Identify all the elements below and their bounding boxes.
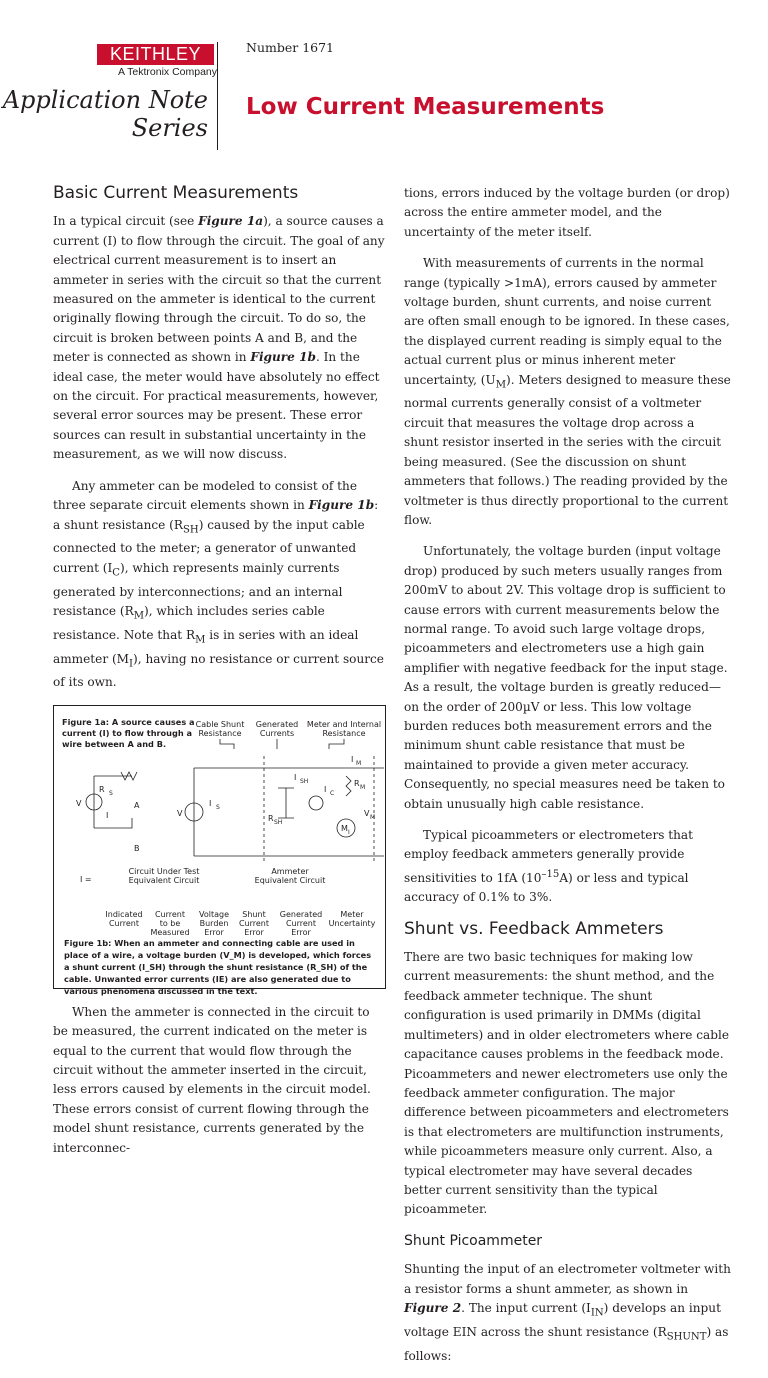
term-shunt-3: Error <box>244 927 264 937</box>
figure-1 <box>53 705 386 996</box>
label-generated-2: Currents <box>259 728 295 738</box>
caption-a-line-3: wire between A and B. <box>62 738 167 749</box>
label-rm: R <box>354 778 360 788</box>
label-circuit-under-test-2: Equivalent Circuit <box>128 875 200 885</box>
term-measured-1: Current <box>154 909 186 919</box>
label-ic: I <box>324 784 327 794</box>
label-rs-sub: S <box>109 789 113 797</box>
label-is-sub: S <box>216 803 220 811</box>
label-meter-internal-2: Resistance <box>322 728 366 738</box>
right-column <box>404 184 731 1378</box>
circuit-a-wire <box>94 776 132 828</box>
header-divider <box>217 42 218 150</box>
label-ish-sub: SH <box>300 777 309 785</box>
term-generated-2: Current <box>285 918 317 928</box>
leader-cable <box>220 739 234 749</box>
label-vm: V <box>364 808 370 818</box>
term-meter-2: Uncertainty <box>328 918 376 928</box>
logo-subtitle: A Tektronix Company <box>118 66 218 78</box>
label-ammeter-2: Equivalent Circuit <box>254 875 326 885</box>
label-ic-sub: C <box>330 789 335 797</box>
label-circuit-under-test-1: Circuit Under Test <box>128 866 200 876</box>
label-is: I <box>209 798 212 808</box>
paragraph-continued: tions, errors induced by the voltage burden (or drop) across the entire ammeter model, and the uncertainty of the meter itself. <box>404 186 730 239</box>
paragraph-intro: In a typical circuit (see Figure 1a), a source causes a current (I) to flow through the circuit. The goal of any electrical current measurement is to insert an ammeter in series with the circuit so that the current measured on the ammeter is identical to the current originally flowing through the circuit. To do so, the circuit is broken between points A and B, and the meter is connected as shown in Figure 1b. In the ideal case, the meter would have absolutely no effect on the circuit. For practical measurements, however, several error sources may be present. These error sources can result in substantial uncertainty in the measurement, as we will now discuss. <box>53 214 385 462</box>
label-ish: I <box>294 772 297 782</box>
term-burden-1: Voltage <box>198 909 230 919</box>
equation-a: I = <box>80 874 92 884</box>
label-cable-shunt-1: Cable Shunt <box>195 719 245 729</box>
caption-a-line-2: current (I) to flow through a <box>62 727 193 738</box>
term-burden-3: Error <box>204 927 224 937</box>
label-v-a: V <box>76 798 82 808</box>
caption-a-line-1: Figure 1a: A source causes a <box>62 716 195 727</box>
left-column <box>53 184 385 1170</box>
paragraph-ammeter-errors: When the ammeter is connected in the circuit to be measured, the current indicated on the meter is equal to the current that would flow through the circuit without the ammeter inserted in the circuit, less errors caused by elements in the circuit model. These errors consist of current flowing through the model shunt resistance, currents generated by the interconnec- <box>53 1004 371 1155</box>
label-meter-internal-1: Meter and Internal <box>306 719 382 729</box>
label-a: A <box>134 800 140 810</box>
series-line-1: Application Note <box>2 86 208 114</box>
term-generated-3: Error <box>291 927 311 937</box>
series-line-2: Series <box>131 114 208 142</box>
section-heading-shunt-vs-feedback: Shunt vs. Feedback Ammeters <box>404 918 664 939</box>
term-measured-2: to be <box>159 918 181 928</box>
label-generated-1: Generated <box>255 719 299 729</box>
term-indicated-1: Indicated <box>105 909 143 919</box>
label-rs: R <box>99 784 105 794</box>
keithley-logo: KEITHLEY <box>97 44 214 65</box>
term-shunt-2: Current <box>238 918 270 928</box>
paragraph-shunt-picoammeter: Shunting the input of an electrometer voltmeter with a resistor forms a shunt ammeter, as shown in Figure 2. The input current $(I_{IN})$ develops an input voltage EIN across the shunt resistance $(R_{SHUNT})$ as follows: <box>404 1262 731 1363</box>
label-ammeter-1: Ammeter <box>271 866 309 876</box>
circuit-b-rm <box>346 776 351 796</box>
circuit-b-ic <box>309 796 323 810</box>
label-mi: M <box>341 823 348 833</box>
page-title: Low Current Measurements <box>246 94 605 120</box>
paragraph-ammeter-model: Any ammeter can be modeled to consist of the three separate circuit elements shown in Figure 1b: a shunt resistance $(R_{SH})$ caused by the input cable connected to the meter; a generator of unwanted current $(I_C)$, which represents mainly currents generated by interconnections; and an internal resistance $(R_M)$, which includes series cable resistance. Note that $R_M$ is in series with an ideal ammeter $(M_I)$, having no resistance or current source of its own. <box>53 478 384 690</box>
term-indicated-2: Current <box>108 918 140 928</box>
circuit-b-shunt <box>278 788 294 818</box>
label-vm-sub: M <box>370 813 376 821</box>
document-number: Number 1671 <box>246 40 335 55</box>
term-shunt-1: Shunt <box>242 909 266 919</box>
series-label <box>3 86 208 142</box>
term-burden-2: Burden <box>199 918 229 928</box>
label-b: B <box>134 843 140 853</box>
subsection-heading-shunt-picoammeter: Shunt Picoammeter <box>404 1232 543 1249</box>
term-measured-3: Measured <box>150 927 190 937</box>
label-i: I <box>106 810 109 820</box>
label-rsh: R <box>268 813 274 823</box>
paragraph-techniques: There are two basic techniques for making low current measurements: the shunt method, and the feedback ammeter technique. The shunt configuration is used primarily in DMMs (digital multimeters) and in older electrometers where cable capacitance causes problems in the feedback mode. Picoammeters and newer electrometers use only the feedback ammeter configuration. The major difference between picoammeters and electrometers is that electrometers are multifunction instruments, while picoammeters measure only current. Also, a typical electrometer may have several decades better current sensitivity than the typical picoammeter. <box>404 950 729 1217</box>
term-generated-1: Generated <box>279 909 323 919</box>
section-heading-basic: Basic Current Measurements <box>53 183 299 203</box>
paragraph-voltage-burden: Unfortunately, the voltage burden (input voltage drop) produced by such meters usually ranges from 200mV to about 2V. This voltage drop is sufficient to cause errors with current measurements below the normal range. To avoid such large voltage drops, picoammeters and electrometers use a high gain amplifier with negative feedback for the input stage. As a result, the voltage burden is greatly reduced—on the order of 200µV or less. This low voltage burden reduces both measurement errors and the minimum shunt cable resistance that must be maintained to provide a given meter accuracy. Consequently, no special measures need be taken to obtain unusually high cable resistance. <box>404 544 728 811</box>
figure-1b-caption: Figure 1b: When an ammeter and connecting cable are used in place of a wire, a voltage burden (V_M) is developed, which forces a shunt current (I_SH) through the shunt resistance (R_SH) of the cable. Unwanted error currents (IE) are also generated due to various phenomena discussed in the text. <box>64 937 372 996</box>
label-v-b: V <box>177 808 183 818</box>
ammeter-boundary <box>264 756 374 861</box>
leader-meter <box>329 739 344 749</box>
label-im: I <box>351 754 354 764</box>
paragraph-sensitivity: Typical picoammeters or electrometers that employ feedback ammeters generally provide sensitivities to 1fA $(10^{-15}A)$ or less and typical accuracy of 0.1% to 3%. <box>404 828 693 905</box>
term-meter-1: Meter <box>340 909 364 919</box>
label-rm-sub: M <box>360 783 366 791</box>
label-rsh-sub: SH <box>274 818 283 826</box>
paragraph-normal-range: With measurements of currents in the normal range (typically >1mA), errors caused by ammeter voltage burden, shunt currents, and noise current are often small enough to be ignored. In these cases, the displayed current reading is simply equal to the actual current plus or minus inherent meter uncertainty, $(U_M)$. Meters designed to measure these normal currents generally consist of a voltmeter circuit that measures the voltage drop across a shunt resistor inserted in the series with the circuit being measured. (See the discussion on shunt ammeters that follows.) The reading provided by the voltmeter is thus directly proportional to the current flow. <box>404 256 731 527</box>
label-cable-shunt-2: Resistance <box>198 728 242 738</box>
label-mi-sub: I <box>348 828 350 836</box>
label-im-sub: M <box>356 759 362 767</box>
